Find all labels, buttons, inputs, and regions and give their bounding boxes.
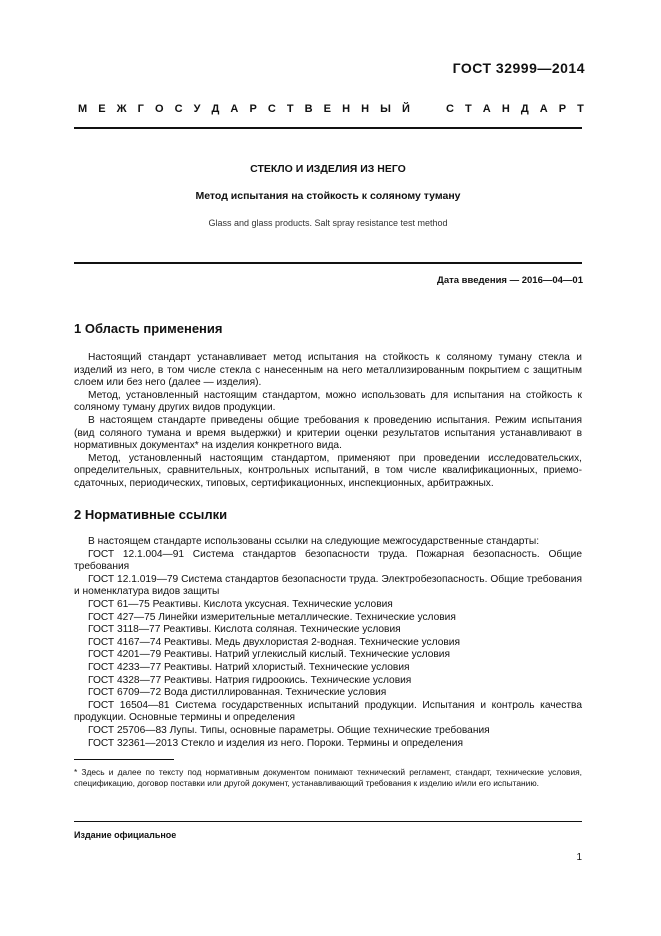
reference-item: ГОСТ 16504—81 Система государственных испытаний продукции. Испытания и контроль качества продукции. Основные термины и определения xyxy=(74,699,582,724)
interstate-standard-letters xyxy=(78,103,584,115)
interstate-standard-banner xyxy=(78,103,584,115)
reference-item: ГОСТ 4233—77 Реактивы. Натрий хлористый. Технические условия xyxy=(88,661,410,673)
document-english-title: Glass and glass products. Salt spray resistance test method xyxy=(208,218,448,228)
official-edition-label: Издание официальное xyxy=(74,830,177,840)
section-1-body xyxy=(74,352,582,491)
middle-rule xyxy=(74,262,582,264)
banner-letter: Д xyxy=(211,103,220,115)
reference-item: ГОСТ 12.1.019—79 Система стандартов безопасности труда. Электробезопасность. Общие требования и номенклатура видов защиты xyxy=(74,573,582,598)
banner-letter: У xyxy=(193,103,201,115)
banner-letter: О xyxy=(154,103,164,115)
banner-letter: Ы xyxy=(380,103,391,115)
banner-letter: С xyxy=(445,103,454,115)
banner-letter: Р xyxy=(249,103,257,115)
banner-letter: С xyxy=(174,103,183,115)
banner-letter: Т xyxy=(465,103,472,115)
banner-letter: Е xyxy=(323,103,332,115)
banner-letter: М xyxy=(78,103,88,115)
banner-letter: Н xyxy=(501,103,510,115)
banner-letter: А xyxy=(230,103,239,115)
reference-item: ГОСТ 427—75 Линейки измерительные металлические. Технические условия xyxy=(88,611,456,623)
reference-item: ГОСТ 61—75 Реактивы. Кислота уксусная. Технические условия xyxy=(88,598,393,610)
document-title: СТЕКЛО И ИЗДЕЛИЯ ИЗ НЕГО xyxy=(250,163,406,175)
edition-rule xyxy=(74,821,582,822)
reference-item: ГОСТ 4167—74 Реактивы. Медь двухлористая 2-водная. Технические условия xyxy=(88,636,460,648)
banner-letter: В xyxy=(304,103,313,115)
section-1-paragraph: Метод, установленный настоящим стандартом, применяют при проведении исследовательских, определительных, сравнительных, контрольных испытаний, в том числе квалификационных, приемо-сдаточных, периодических, типовых, сертификационных, инспекционных, арбитражных. xyxy=(74,452,582,489)
section-1-heading: 1 Область применения xyxy=(74,321,223,336)
banner-letter: Г xyxy=(137,103,144,115)
banner-letter: Т xyxy=(577,103,584,115)
section-1-paragraph: Метод, установленный настоящим стандартом, можно использовать для испытания на стойкость к соляному туману других видов продукции. xyxy=(74,389,582,414)
footnote: * Здесь и далее по тексту под нормативным документом понимают технический регламент, стандарт, технические условия, спецификацию, договор поставки или другой документ, устанавливающий требования к изделию и/или его испытанию. xyxy=(74,767,582,789)
banner-letter: Т xyxy=(286,103,294,115)
banner-letter: Ж xyxy=(116,103,127,115)
document-subtitle: Метод испытания на стойкость к соляному туману xyxy=(195,190,461,202)
normative-references xyxy=(74,536,582,750)
reference-item: ГОСТ 32361—2013 Стекло и изделия из него. Пороки. Термины и определения xyxy=(88,737,463,749)
section-1-paragraph: Настоящий стандарт устанавливает метод испытания на стойкость к соляному туману стекла и изделий из него, в том числе стекла с нанесенным на него металлизированным покрытием с защитным слоем или без него (далее — изделия). xyxy=(74,352,582,389)
banner-letter: Н xyxy=(342,103,351,115)
reference-item: ГОСТ 25706—83 Лупы. Типы, основные параметры. Общие технические требования xyxy=(88,724,490,736)
gost-number: ГОСТ 32999—2014 xyxy=(452,60,585,76)
reference-item: ГОСТ 4201—79 Реактивы. Натрий углекислый кислый. Технические условия xyxy=(88,649,451,661)
introduction-date: Дата введения — 2016—04—01 xyxy=(437,275,583,286)
reference-item: ГОСТ 12.1.004—91 Система стандартов безопасности труда. Пожарная безопасность. Общие требования xyxy=(74,548,582,573)
reference-item: ГОСТ 3118—77 Реактивы. Кислота соляная. Технические условия xyxy=(88,624,401,636)
banner-letter: Е xyxy=(98,103,106,115)
banner-gap xyxy=(421,103,435,115)
references-intro: В настоящем стандарте использованы ссылки на следующие межгосударственные стандарты: xyxy=(88,536,540,547)
page-number: 1 xyxy=(576,852,582,863)
footnote-rule xyxy=(74,759,174,760)
banner-letter: А xyxy=(482,103,491,115)
banner-letter: С xyxy=(267,103,276,115)
top-rule xyxy=(74,127,582,129)
banner-letter: Д xyxy=(520,103,529,115)
banner-letter: Р xyxy=(558,103,567,115)
section-1-paragraph: В настоящем стандарте приведены общие требования к проведению испытания. Режим испытания (вид соляного тумана и время выдержки) и критерии оценки результатов испытания устанавливают в нормативных документах* на изделия конкретного вида. xyxy=(74,414,582,452)
banner-letter: Н xyxy=(361,103,370,115)
reference-item: ГОСТ 4328—77 Реактивы. Натрия гидроокись. Технические условия xyxy=(88,674,412,686)
reference-item: ГОСТ 6709—72 Вода дистиллированная. Технические условия xyxy=(88,687,387,699)
section-2-heading: 2 Нормативные ссылки xyxy=(74,507,228,522)
banner-letter: А xyxy=(539,103,548,115)
banner-letter: Й xyxy=(401,103,410,115)
